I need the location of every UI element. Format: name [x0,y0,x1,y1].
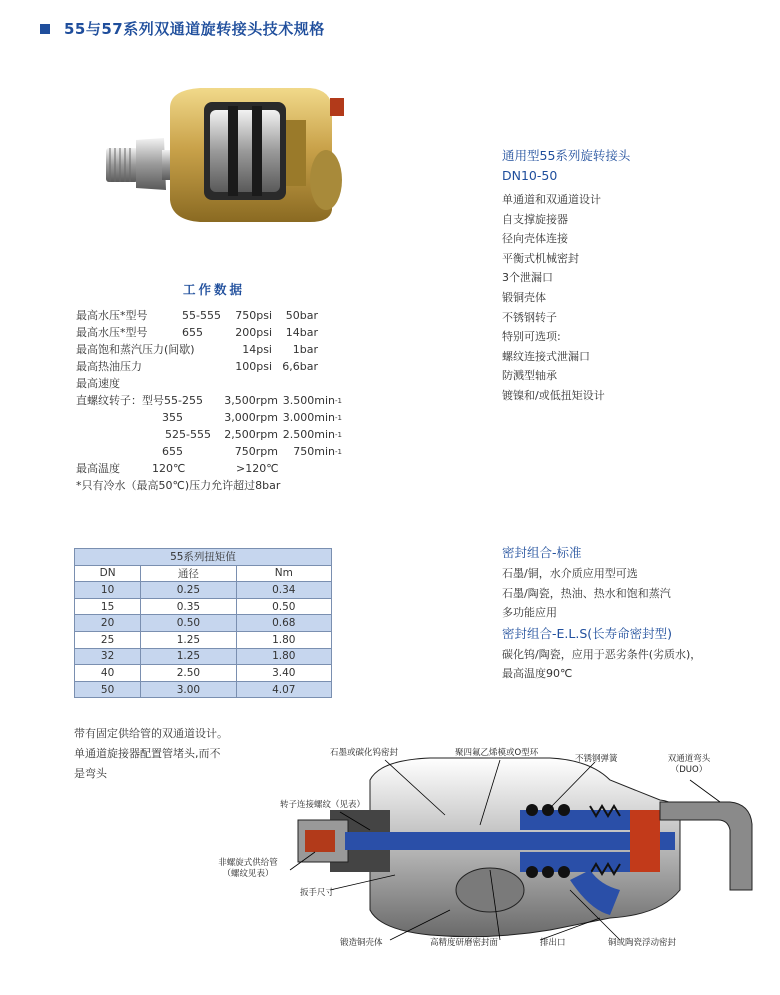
table-cell: 2.50 [141,665,236,682]
wd-psi: 14psi [242,343,272,356]
wd-psi: 100psi [235,360,272,373]
feature-item: 锻铜壳体 [502,290,546,304]
table-row [75,598,332,615]
feature-item: 不锈钢转子 [502,310,557,324]
table-caption-row [75,549,332,566]
wd-model: 655 [182,326,203,339]
wd-label: 最高热油压力 [76,360,142,373]
note-line: 带有固定供给管的双通道设计。 [74,727,228,740]
wd-label: 最高水压*型号 [76,326,148,339]
wd-psi: 750psi [235,309,272,322]
table-cell: 0.35 [141,598,236,615]
label-graphite-seal: 石墨或碳化钨密封 [330,748,399,758]
seal-item: 石墨/铜，水介质应用型可选 [502,567,638,580]
label-precision: 高精度研磨密封面 [430,938,499,948]
table-row [75,615,332,632]
working-data-title: 工作数据 [183,282,246,297]
wd-label: 最高水压*型号 [76,309,148,322]
table-caption: 55系列扭矩值 [75,549,332,566]
section-header [40,18,325,39]
feature-item: 平衡式机械密封 [502,251,579,265]
wd-note: *只有冷水（最高50℃)压力允许超过8bar [76,479,281,492]
table-cell: 40 [75,665,141,682]
wd-psi: 200psi [235,326,272,339]
table-cell: 0.50 [236,598,331,615]
table-cell: 1.80 [236,648,331,665]
wd-model: 355 [162,411,183,424]
seal-combinations [502,543,772,684]
table-cell: 1.25 [141,631,236,648]
seal-item: 多功能应用 [502,606,557,620]
label-forged: 锻造铜壳体 [340,938,383,948]
wd-rpm: 2,500rpm [224,428,278,441]
seal-item: 碳化钨/陶瓷，应用于恶劣条件(劣质水)， [502,647,702,661]
seal-els-title: 密封组合-E.L.S(长寿命密封型) [502,625,673,641]
table-row [75,681,332,698]
seal-item: 石墨/陶瓷，热油、热水和饱和蒸汽 [502,586,671,600]
label-spring: 不锈钢弹簧 [575,754,618,764]
table-cell: 1.80 [236,631,331,648]
product-spec-list [502,146,762,406]
wd-temp: >120℃ [236,462,279,475]
table-cell: 32 [75,648,141,665]
label-supply-pipe: 非螺旋式供给管 （螺纹见表） [218,858,278,879]
wd-min: $750\min^{-1}$ [293,445,342,458]
wd-min: $2.500\min^{-1}$ [282,428,342,441]
table-cell: 0.25 [141,582,236,599]
wd-min: $3.500\min^{-1}$ [282,394,342,407]
table-row [75,665,332,682]
wd-model: 525-555 [165,428,211,441]
table-cell: 1.25 [141,648,236,665]
table-row [75,648,332,665]
wd-min: $3.000\min^{-1}$ [282,411,342,424]
table-header-row [75,565,332,582]
header-square-icon [40,24,50,34]
page-title: 55与57系列双通道旋转接头技术规格 [64,20,325,38]
feature-item: 自支撑旋接器 [502,212,568,226]
wd-bar: 14bar [285,326,318,339]
label-elbow: 双通道弯头 （DUO） [667,754,711,775]
note-line: 是弯头 [74,767,107,780]
feature-item: 镀镍和/或低扭矩设计 [502,388,605,402]
seal-standard-title: 密封组合-标准 [502,545,582,560]
table-row [75,631,332,648]
wd-model: 655 [162,445,183,458]
cross-section-diagram [190,740,780,955]
table-header: DN [75,565,141,582]
table-cell: 3.40 [236,665,331,682]
wd-rpm: 3,500rpm [224,394,278,407]
product-name: 通用型55系列旋转接头 [502,148,631,163]
wd-label: 最高饱和蒸汽压力(间歇) [76,343,195,356]
wd-temp: 120℃ [152,462,186,475]
table-row [75,582,332,599]
wd-label: 最高速度 [76,377,120,390]
feature-item: 单通道和双通道设计 [502,193,601,206]
wd-bar: 50bar [285,309,318,322]
feature-item: 3个泄漏口 [502,271,553,285]
wd-model: 55-555 [182,309,221,322]
table-cell: 0.50 [141,615,236,632]
feature-item: 径向壳体连接 [502,232,568,246]
wd-bar: 1bar [292,343,318,356]
seal-item: 最高温度90℃ [502,667,573,681]
feature-item: 防溅型轴承 [502,369,557,383]
table-header: 通径 [141,565,236,582]
torque-table [74,548,332,698]
wd-label: 直螺纹转子：型号55-255 [76,394,203,407]
product-size: DN10-50 [502,168,558,183]
table-cell: 15 [75,598,141,615]
table-cell: 25 [75,631,141,648]
label-outlet: 排出口 [540,938,566,948]
table-cell: 0.68 [236,615,331,632]
table-cell: 0.34 [236,582,331,599]
note-line: 单通道旋接器配置管堵头,而不 [74,747,221,760]
table-cell: 3.00 [141,681,236,698]
label-floating: 铜或陶瓷浮动密封 [608,938,677,948]
rotary-joint-photo [100,80,360,230]
wd-rpm: 750rpm [234,445,278,458]
table-cell: 4.07 [236,681,331,698]
wd-label: 最高温度 [76,462,120,475]
table-cell: 10 [75,582,141,599]
label-ptfe-ring: 聚四氟乙烯模或O型环 [455,748,539,758]
table-cell: 20 [75,615,141,632]
wd-rpm: 3,000rpm [224,411,278,424]
feature-item: 螺纹连接式泄漏口 [502,349,590,363]
table-header: Nm [236,565,331,582]
label-wrench: 扳手尺寸 [300,888,335,898]
label-rotor-thread: 转子连接螺纹（见表） [280,800,366,810]
feature-item: 特别可选项: [502,330,561,344]
wd-bar: 6,6bar [282,360,318,373]
table-cell: 50 [75,681,141,698]
